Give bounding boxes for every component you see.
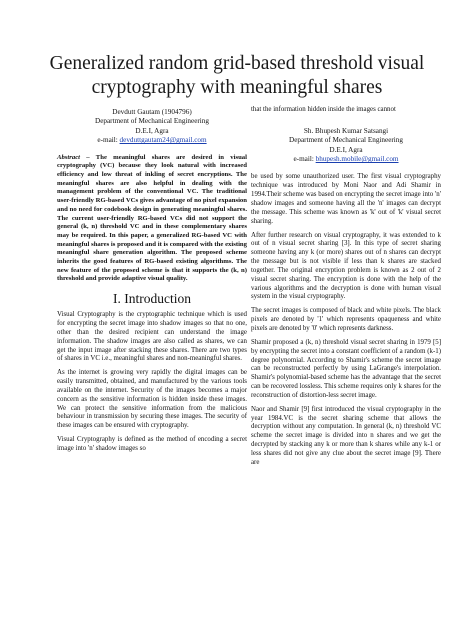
right-column (251, 108, 441, 468)
paper-title: Generalized random grid-based threshold visual cryptography with meaningful shares (49, 53, 425, 98)
author-department: Department of Mechanical Engineering (289, 136, 403, 145)
author-email-link[interactable]: bhupesh.mobile@gmail.com (315, 155, 399, 164)
author-email-line (251, 155, 441, 164)
body-paragraph: Naor and Shamir [9] first introduced the visual cryptography in the year 1984.VC is the secret sharing scheme that allows the decryption without any computation. In general (k, n) threshold VC scheme the secret image is divided into n shares and we get the decrypted by stacking any k or more than k shares while any k-1 or less shares did not give any clue about the secret image [9]. There are (251, 405, 441, 466)
abstract-lead: Abstract (57, 153, 81, 161)
abstract-body: – The meaningful shares are desired in visual cryptography (VC) because they look natural with increased efficiency and low threat of inkling of secret encryptions. The meaningful shares are also helpful in dealing with the management problem of the conventional VC. The traditional user-friendly RG-based VCs gives advantage of no pixel expansion and no need for codebook design in generating meaningful shares. The current user-friendly RG-based VCs did not support the general (k, n) threshold VC and in these complementary shares may be required. In this paper, a generalized RG-based VC with meaningful shares is proposed and it is compared with the existing meaningful share generation algorithm. The proposed scheme inherits the good features of RG-based existing algorithms. The new feature of the proposed scheme is that it supports the (k, n) threshold and provide adaptive visual quality. (57, 153, 247, 283)
author-department: Department of Mechanical Engineering (95, 117, 209, 126)
body-paragraph: As the internet is growing very rapidly the digital images can be easily transmitted, obtained, and manufactured by the various tools available on the internet. Security of the images becomes a major concern as the sensitive information is hidden inside these images. We can protect the sensitive information from the malicious behaviour in transmission by securing these images. The security of these images can be ensured with cryptography. (57, 369, 247, 430)
author-institution: D.E.I, Agra (329, 145, 363, 154)
body-paragraph: Visual Cryptography is the cryptographic technique which is used for encrypting the secret image into shadow images so that no one, other than the desired recipient can understand the image information. The shadow images are also called as shares, we can get the input image after stacking these shares. There are two types of shares in VC i.e., meaningful shares and non-meaningful shares. (57, 311, 247, 363)
author-block-2 (251, 127, 441, 165)
body-paragraph-continued: that the information hidden inside the images cannot (251, 106, 396, 113)
author-name: Devdutt Gautam (1904796) (112, 108, 192, 116)
author-block-1 (57, 108, 247, 146)
body-paragraph: Visual Cryptography is defined as the method of encoding a secret image into 'n' shadow images so (57, 436, 247, 452)
body-paragraph: After further research on visual cryptography, it was extended to k out of n visual secret sharing [3]. In this type of secret sharing someone having any k (or more) shares out of n shares can decrypt the message but is not visible if less than k shares are stacked together. The original encryption problem is known as 2 out of 2 visual secret sharing. The encryption is done with the help of the various algorithms and the decryption is done with human visual system in the visual cryptography. (251, 231, 441, 301)
author-name: Sh. Bhupesh Kumar Satsangi (303, 126, 389, 135)
email-label: e-mail: (97, 136, 120, 145)
body-paragraph: Shamir proposed a (k, n) threshold visual secret sharing in 1979 [5] by encrypting the secret into a constant coefficient of a random (k-1) degree polynomial. According to Shamir's scheme the secret image can be reconstructed perfectly by using LaGrange's interpolation. Shamir's polynomial-based scheme has the advantage that the secret can be recovered lossless. This scheme requires only k shares for the reconstruction of distortion-less secret image. (251, 338, 441, 399)
section-heading: I. Introduction (113, 291, 191, 307)
author-email-line (57, 136, 247, 145)
author-email-link[interactable]: devduttgautam24@gmail.com (119, 136, 207, 145)
left-column (57, 108, 247, 454)
author-institution: D.E.I, Agra (135, 126, 169, 135)
body-paragraph: be used by some unauthorized user. The first visual cryptography technique was introduced by Moni Naor and Adi Shamir in 1994.Their scheme was based on encrypting the secret image into 'n' shadow images and someone having all the 'n' images can decrypt the message. This scheme was known as 'k' out of 'k' visual secret sharing. (251, 173, 441, 225)
abstract (57, 154, 247, 285)
email-label: e-mail: (293, 155, 316, 164)
body-paragraph: The secret images is composed of black and white pixels. The black pixels are denoted by '1' which represents opaqueness and white pixels are denoted by '0' which represents darkness. (251, 307, 441, 332)
